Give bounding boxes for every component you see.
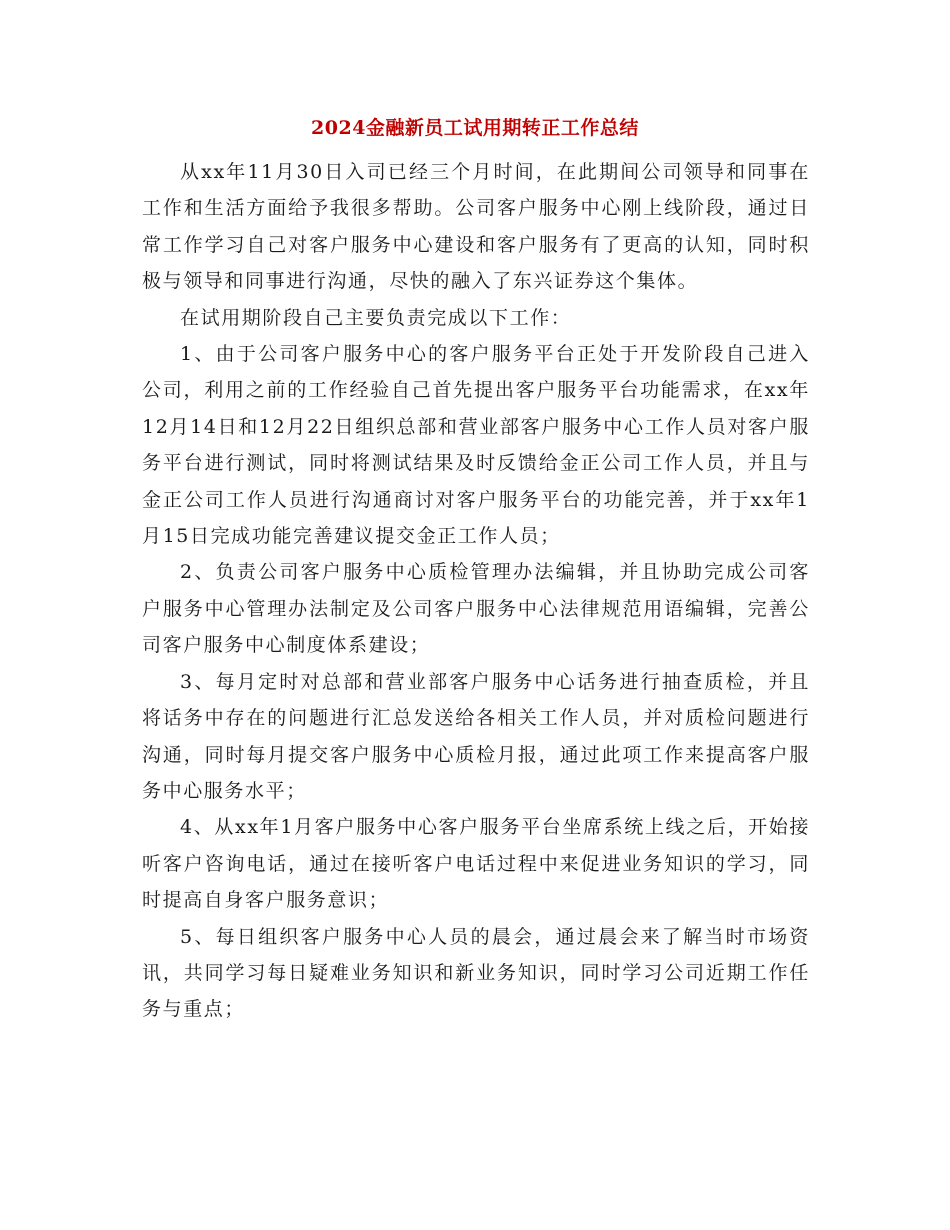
paragraph-work-heading: 在试用期阶段自己主要负责完成以下工作： bbox=[180, 306, 572, 329]
paragraph-intro: 从xx年11月30日入司已经三个月时间，在此期间公司领导和同事在工作和生活方面给予我很多帮助。公司客户服务中心刚上线阶段，通过日常工作学习自己对客户服务中心建设和客户服务有了更高的认知，同时积极与领导和同事进行沟通，尽快的融入了东兴证券这个集体。 bbox=[142, 161, 810, 293]
document-title: 2024金融新员工试用期转正工作总结 bbox=[311, 117, 639, 139]
paragraph-item-2: 2、负责公司客户服务中心质检管理办法编辑，并且协助完成公司客户服务中心管理办法制定及公司客户服务中心法律规范用语编辑，完善公司客户服务中心制度体系建设； bbox=[142, 561, 810, 657]
document-body bbox=[142, 154, 810, 1028]
paragraph-item-3: 3、每月定时对总部和营业部客户服务中心话务进行抽查质检，并且将话务中存在的问题进行汇总发送给各相关工作人员，并对质检问题进行沟通，同时每月提交客户服务中心质检月报，通过此项工作来提高客户服务中心服务水平； bbox=[142, 670, 810, 802]
paragraph-item-4: 4、从xx年1月客户服务中心客户服务平台坐席系统上线之后，开始接听客户咨询电话，通过在接听客户电话过程中来促进业务知识的学习，同时提高自身客户服务意识； bbox=[142, 816, 810, 912]
paragraph-item-1: 1、由于公司客户服务中心的客户服务平台正处于开发阶段自己进入公司，利用之前的工作经验自己首先提出客户服务平台功能需求，在xx年12月14日和12月22日组织总部和营业部客户服务中心工作人员对客户服务平台进行测试，同时将测试结果及时反馈给金正公司工作人员，并且与金正公司工作人员进行沟通商讨对客户服务平台的功能完善，并于xx年1月15日完成功能完善建议提交金正工作人员； bbox=[142, 343, 810, 548]
paragraph-item-5: 5、每日组织客户服务中心人员的晨会，通过晨会来了解当时市场资讯，共同学习每日疑难业务知识和新业务知识，同时学习公司近期工作任务与重点； bbox=[142, 925, 810, 1021]
